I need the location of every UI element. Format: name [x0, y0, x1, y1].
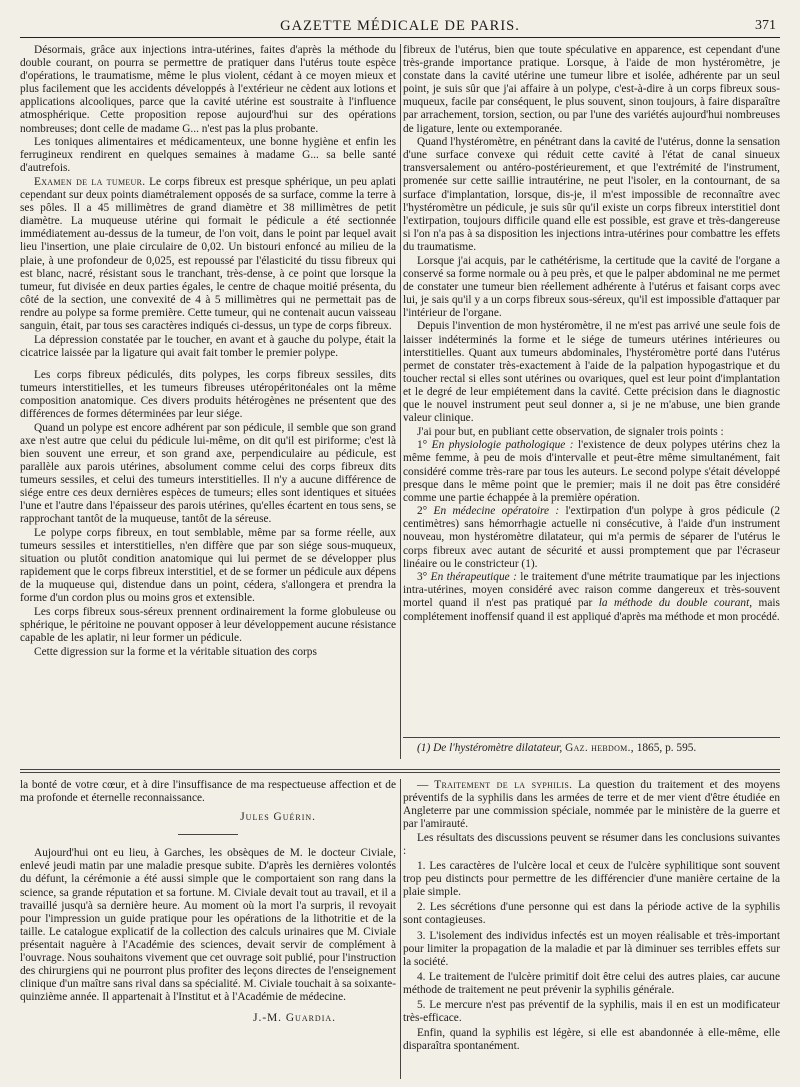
paragraph: Aujourd'hui ont eu lieu, à Garches, les obsèques de M. le docteur Civiale, enlevé jeudi matin par une maladie presque subite. D'après les dernières volontés du défunt, la cérémonie a été aussi simple que le comportaient son rang dans la science, sa grande réputation et sa fortune. M. Civiale devait tout au travail, et il a travaillé jusqu'à sa dernière heure. Au moment où la mort l'a surpris, il revoyait pour l'impression un guide pratique pour les opérations de la lithotritie et de la taille. Le catalogue explicatif de la collection des calculs urinaires que M. Civiale présentait naguère à l'Académie des sciences, devait servir de complément à l'ouvrage. Nous souhaitons vivement que cet ouvrage soit publié, pour l'instruction des chirurgiens qui ne pourront plus profiter des leçons directes de l'enseignement clinique d'un maître sans rival dans sa spécialité. M. Civiale touchait à sa soixante-quinzième année. Il appartenait à l'Institut et à l'Académie de médecine.: [20, 847, 396, 1004]
column-divider: [400, 44, 401, 759]
paragraph: Les toniques alimentaires et médicamenteux, une bonne hygiène et enfin les ferrugineux rendirent en quelques semaines à madame G... sa belle santé d'autrefois.: [20, 136, 396, 175]
paragraph: J'ai pour but, en publiant cette observation, de signaler trois points :: [417, 425, 724, 438]
list-item: 5. Le mercure n'est pas préventif de la syphilis, mais il en est un modificateur très-efficace.: [403, 999, 780, 1025]
signature: Jules Guérin.: [240, 811, 316, 824]
paragraph: Désormais, grâce aux injections intra-utérines, faites d'après la méthode du double courant, on pourra se permettre de pratiquer dans l'utérus toute espèce d'opérations, le traumatisme, même le plus violent, cédant à ce moyen mieux et plus facilement que les accidents développés à l'extérieur ne cèdent aux lotions et applications alcooliques, parce que la cavité utérine est soustraite à l'influence atmosphérique. Cette proposition repose aujourd'hui sur des opérations nombreuses; dont celle de madame G... n'est pas la plus probante.: [20, 44, 396, 135]
footnote: (1) De l'hystéromètre dilatateur, Gaz. hebdom., 1865, p. 595.: [417, 742, 697, 754]
signature: J.-M. Guardia.: [253, 1012, 336, 1025]
paragraph: Cette digression sur la forme et la véritable situation des corps: [34, 645, 317, 658]
journal-title: GAZETTE MÉDICALE DE PARIS.: [280, 18, 520, 34]
section-label: Traitement de la syphilis.: [434, 779, 573, 791]
paragraph: Les corps fibreux sous-séreux prennent ordinairement la forme globuleuse ou sphérique, le péritoine ne pouvant opposer à leur développement aucune résistance capable de les aplatir, ni leur former un pédicule.: [20, 605, 396, 645]
paragraph: Depuis l'invention de mon hystéromètre, il ne m'est pas arrivé une seule fois de laisser indéterminés la forme et le siége de tumeurs utérines intérieures ou interstitielles. Quant aux tumeurs abdominales, l'hystéromètre porté dans l'utérus permet de constater très-exactement à l'aide de la palpation hypogastrique et du toucher rectal si elles sont utérines ou ovariques, quel est leur point d'implantation et le degré de leur empiétement dans la cavité. Cette précision dans le diagnostic que le nouvel instrument peut seul donner a, si je ne m'abuse, une bien grande valeur clinique.: [403, 320, 780, 425]
list-item: 4. Le traitement de l'ulcère primitif doit être celui des autres plaies, car aucune méthode de traitement ne peut prévenir la syphilis générale.: [403, 970, 780, 996]
point-3: 3° En thérapeutique : le traitement d'une métrite traumatique par les injections intra-utérines, moyen considéré avec raison comme dangereux et très-souvent mortel quand il n'est pas pratiqué par la méthode du double courant, mais complétement inoffensif quand il est appliqué d'après ma méthode et mon procédé.: [403, 571, 780, 623]
list-item: 2. Les sécrétions d'une personne qui est dans la période active de la syphilis sont contagieuses.: [403, 901, 780, 927]
paragraph: fibreux de l'utérus, bien que toute spéculative en apparence, est cependant d'une très-grande importance pratique. Lorsque, à l'aide de mon hystéromètre, je constate dans la cavité utérine une tumeur libre et isolée, adhérente par un seul point, je suis sûr que j'ai affaire à un polype, c'est-à-dire à un corps fibreux sous-muqueux, facile par conséquent, le plus souvent, sinon toujours, à faire disparaître par arrachement, torsion, section, ou par l'une des variétés aujourd'hui nombreuses de ligature, lente ou extemporanée.: [403, 44, 780, 135]
paragraph: Les résultats des discussions peuvent se résumer dans les conclusions suivantes :: [403, 831, 780, 857]
column-4: [403, 779, 780, 1079]
footnote-divider: [403, 737, 780, 738]
column-3: [20, 779, 396, 1079]
section-label: Examen de la tumeur.: [34, 175, 146, 188]
paragraph: Examen de la tumeur. Le corps fibreux est presque sphérique, un peu aplati cependant sur deux points diamétralement opposés de sa surface, comme la terre à ses pôles. Il a 45 millimètres de grand diamètre et 38 millimètres de petit diamètre. La muqueuse utérine qui formait le pédicule a été sectionnée immédiatement au-dessus de la tumeur, de l'on voit, dans le point par lequel avait lieu l'insertion, une plaie circulaire de 0,02. Un bistouri enfoncé au milieu de la plaie, à une profondeur de 0,025, est repoussé par l'élasticité du tissu fibreux qui est blanc, nacré, résistant sous le tranchant, très-dense, à ce point que lorsque la tumeur, fut divisée en deux parties égales, le centre de chaque moitié présenta, du côté de la section, une convexité de 4 à 5 millimètres qui ne permettait pas de rendre au polype sa forme première. Cette tumeur, qui ne contenait aucun vaisseau sanguin, était, par tous ses caractères indiqués ci-dessus, un type de corps fibreux.: [20, 175, 396, 332]
section-divider: [20, 772, 780, 773]
column-divider: [400, 779, 401, 1079]
paragraph: Quand l'hystéromètre, en pénétrant dans la cavité de l'utérus, donne la sensation d'une surface convexe qui réduit cette cavité à l'état de canal sinueux transversalement ou antéro-postérieurement, et que l'extrémité de l'instrument, promenée sur cette saillie intrautérine, ne peut l'isoler, en la contournant, de sa surface d'implantation, lorsque, dis-je, il m'est impossible de reconnaître avec l'hystéromètre un pédicule, je suis sûr qu'il existe un corps fibreux interstitiel dont l'extirpation, toujours difficile quand elle est possible, est grave et très-dangereuse si l'on n'a pas à sa disposition les injections intra-utérines pour combattre les effets du traumatisme.: [403, 136, 780, 253]
list-item: 3. L'isolement des individus infectés est un moyen réalisable et très-important pour limiter la propagation de la maladie et par là diminuer ses terribles effets sur la société.: [403, 929, 780, 968]
paragraph: La dépression constatée par le toucher, en avant et à gauche du polype, était la cicatrice laissée par la ligature qui avait fait tomber le premier polype.: [20, 333, 396, 359]
paragraph: Lorsque j'ai acquis, par le cathétérisme, la certitude que la cavité de l'organe a conservé sa forme normale ou à peu près, et que le palper abdominal ne me permet de constater une tumeur bien réellement adhérente à l'utérus et faisant corps avec lui, je sais qu'il y a un corps fibreux sous-séreux, qu'il est impossible d'attaquer par l'intérieur de l'organe.: [403, 254, 780, 319]
paragraph: Enfin, quand la syphilis est légère, si elle est abandonnée à elle-même, elle disparaîtra spontanément.: [403, 1027, 780, 1053]
column-1: [20, 44, 396, 759]
section-divider: [20, 769, 780, 770]
paragraph: Les corps fibreux pédiculés, dits polypes, les corps fibreux sessiles, dits tumeurs interstitielles, et les tumeurs fibreuses utéropéritonéales ont la même composition anatomique. Ces divers produits hétérogènes ne présentent que des différences de formes déterminées par leur siége.: [20, 368, 396, 421]
column-2: [403, 44, 780, 734]
paragraph: Le polype corps fibreux, en tout semblable, même par sa forme réelle, aux tumeurs sessiles et interstitielles, n'en diffère que par son siége sous-muqueux, situation ou plutôt condition anatomique qui lui permet de se développer plus rapidement que le corps fibreux interstitiel, et de se former un pédicule aux dépens de la muqueuse qui, distendue dans un point, cédera, s'allongera et prendra la forme d'un cordon plus ou moins gros et extensible.: [20, 526, 396, 605]
point-2: 2° En médecine opératoire : l'extirpation d'un polype à gros pédicule (2 centimètres) sans hémorrhagie actuelle ni consécutive, à l'aide d'un instrument nouveau, mon hystéromètre dilatateur, qui m'a permis de séparer de l'utérus le corps fibreux avec autant de sécurité et aussi promptement que par l'écraseur linéaire ou le constricteur (1).: [403, 505, 780, 570]
paragraph: — Traitement de la syphilis. La question du traitement et des moyens préventifs de la syphilis dans les armées de terre et de mer vient d'être étudiée en Angleterre par une commission spéciale, nommée par le ministère de la guerre et par l'amirauté.: [403, 779, 780, 831]
page-number: 371: [755, 18, 776, 33]
page-header: [20, 16, 780, 38]
paragraph: Quand un polype est encore adhérent par son pédicule, il semble que son grand axe n'est autre que celui du pédicule lui-même, on dit qu'il est piriforme; c'est là bien souvent une erreur, et son grand axe, perpendiculaire au pédicule, est parallèle aux parois utérines, absolument comme celui des corps fibreux dits tumeurs sessiles, et celui des tumeurs interstitielles. Il n'y a aucune différence de siége entre ces deux dernières espèces de tumeurs; elles sont identiques et situées l'une et l'autre dans l'épaisseur des parois utérines, qu'elles écartent en tous sens, se rapprochant tantôt de la muqueuse, tantôt de la séreuse.: [20, 421, 396, 526]
list-item: 1. Les caractères de l'ulcère local et ceux de l'ulcère syphilitique sont souvent trop peu distincts pour permettre de les différencier d'une manière certaine de la plaie simple.: [403, 860, 780, 899]
point-1: 1° En physiologie pathologique : l'existence de deux polypes utérins chez la même femme, à peu de mois d'intervalle et peut-être même simultanément, fait considéré comme très-rare par tous les auteurs. Le second polype s'était développé presque dans le même point que le premier; mais il ne doit pas être considéré comme une partie échappée à la première opération.: [403, 439, 780, 504]
short-divider: [178, 834, 238, 835]
paragraph: la bonté de votre cœur, et à dire l'insuffisance de ma respectueuse affection et de ma profonde et éternelle reconnaissance.: [20, 779, 396, 805]
